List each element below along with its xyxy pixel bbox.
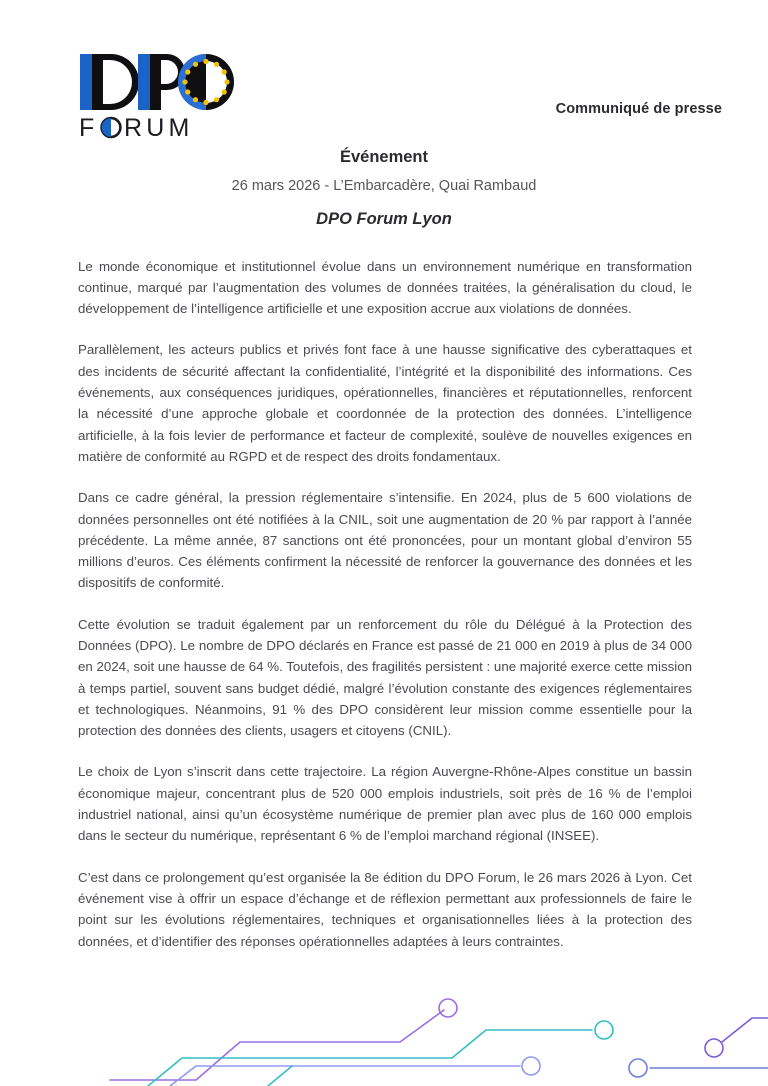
paragraph: Cette évolution se traduit également par un renforcement du rôle du Délégué à la Protection des Données (DPO). Le nombre de DPO déclarés en France est passé de 21 000 en 2019 à plus de 34 000 en 2024, soit une hausse de 64 %. Toutefois, des fragilités persistent : une majorité exerce cette mission à temps partiel, souvent sans budget dédié, malgré l’évolution constante des exigences réglementaires et technologiques. Néanmoins, 91 % des DPO considèrent leur mission comme essentielle pour la protection des données des clients, usagers et citoyens (CNIL).: [78, 616, 692, 739]
footer-circuit-decoration: [0, 996, 768, 1086]
paragraph: C’est dans ce prolongement qu’est organisée la 8e édition du DPO Forum, le 26 mars 2026 à Lyon. Cet événement vise à offrir un espace d’échange et de réflexion permettant aux professionnels de faire le point sur les évolutions réglementaires, techniques et organisationnelles liées à la protection des données, et d’identifier des réponses opérationnelles adaptées à leurs contraintes.: [78, 869, 692, 949]
trace-periwinkle: [170, 1057, 540, 1086]
paragraph: Le monde économique et institutionnel évolue dans un environnement numérique en transformation continue, marqué par l’augmentation des volumes de données traitées, la généralisation du cloud, le développement de l’intelligence artificielle et une exposition accrue aux violations de données.: [78, 258, 692, 317]
event-name: DPO Forum Lyon: [316, 209, 452, 228]
logo-letter-p: [138, 54, 185, 110]
svg-text:F: F: [79, 114, 99, 142]
trace-indigo: [629, 1059, 768, 1077]
logo-forum-wordmark: [79, 114, 194, 142]
svg-text:RUM: RUM: [124, 114, 194, 142]
event-date-location: 26 mars 2026 - L’Embarcadère, Quai Rambaud: [231, 177, 537, 194]
event-heading: Événement: [339, 148, 429, 166]
trace-violet: [705, 1018, 768, 1057]
paragraph: Le choix de Lyon s’inscrit dans cette trajectoire. La région Auvergne-Rhône-Alpes constitue un bassin économique majeur, concentrant plus de 520 000 emplois industriels, soit près de 16 % de l’emploi industriel national, ainsi qu’un écosystème numérique de premier plan avec plus de 160 000 emplois dans le secteur du numérique, représentant 6 % de l’emploi marchand régional (INSEE).: [78, 764, 692, 844]
trace-teal: [148, 1021, 613, 1086]
trace-purple: [110, 999, 457, 1080]
paragraph: Parallèlement, les acteurs publics et privés font face à une hausse significative des cyberattaques et des incidents de sécurité affectant la confidentialité, l’intégrité et la disponibilité des informations. Ces événements, aux conséquences juridiques, opérationnelles, financières et réputationnelles, renforcent la nécessité d’une approche globale et coordonnée de la protection des données. L’intelligence artificielle, à la fois levier de performance et facteur de complexité, soulève de nouvelles exigences en matière de conformité au RGPD et de respect des droits fondamentaux.: [78, 342, 692, 464]
press-release-label: Communiqué de presse: [555, 101, 722, 117]
document-header: [0, 0, 768, 140]
title-block: [0, 148, 768, 230]
paragraph: Dans ce cadre général, la pression réglementaire s’intensifie. En 2024, plus de 5 600 violations de données personnelles ont été notifiées à la CNIL, soit une augmentation de 20 % par rapport à l’année précédente. La même année, 87 sanctions ont été prononcées, pour un montant global d’environ 55 millions d’euros. Ces éléments confirment la nécessité de renforcer la gouvernance des données et les dispositifs de conformité.: [78, 490, 692, 591]
logo-letter-d: [80, 54, 139, 110]
trace-teal-stub: [268, 1066, 292, 1086]
logo-letter-o-eu: [178, 54, 234, 110]
body-copy: [78, 256, 692, 952]
dpo-forum-logo: [78, 48, 258, 144]
